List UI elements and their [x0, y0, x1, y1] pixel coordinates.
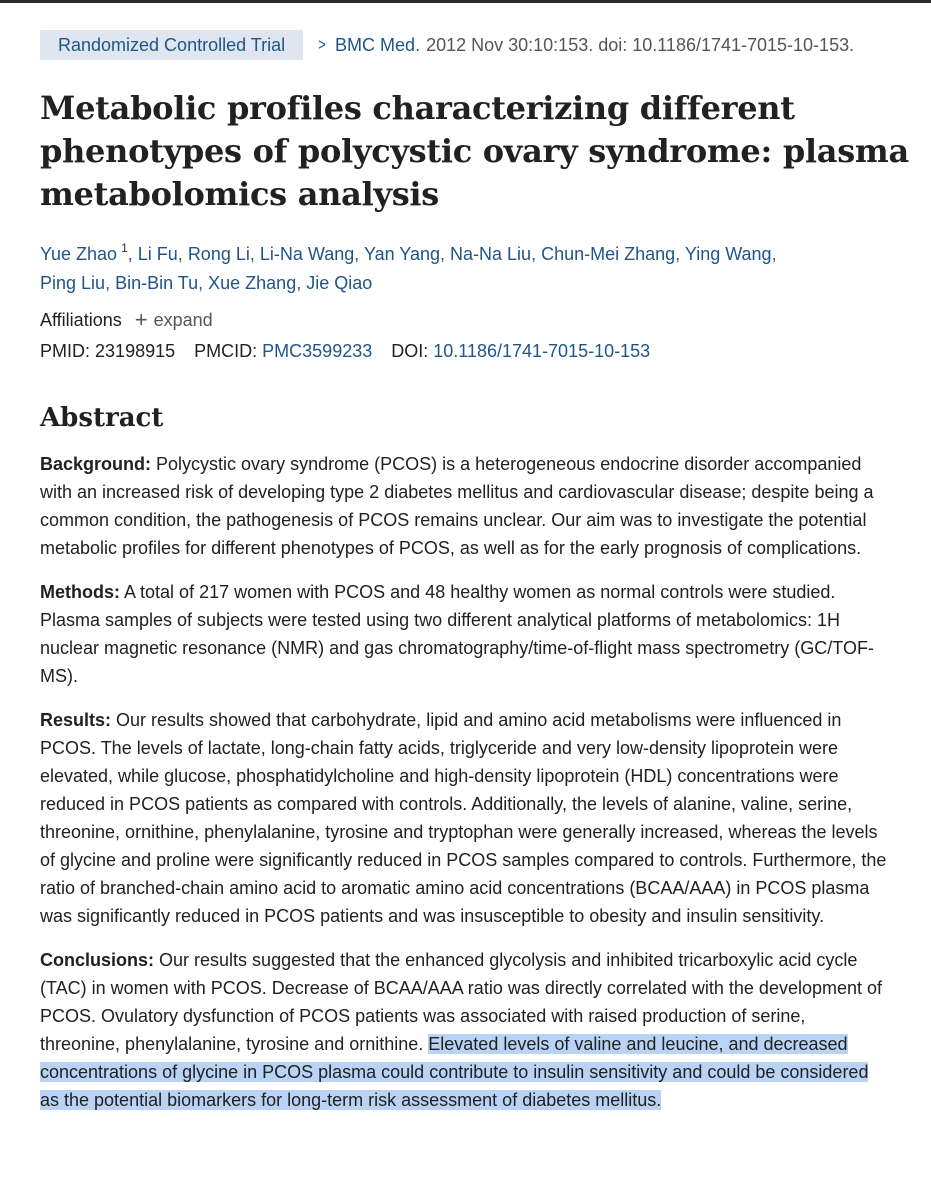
author-link[interactable]: Rong Li — [187, 244, 250, 264]
top-border — [0, 0, 931, 3]
expand-label: expand — [153, 310, 213, 330]
author-link[interactable]: Li-Na Wang — [259, 244, 355, 264]
abstract-background — [40, 450, 890, 562]
author-link[interactable]: Jie Qiao — [306, 273, 373, 293]
methods-label: Methods: — [40, 582, 120, 602]
pmcid-label: PMCID: — [194, 341, 258, 361]
author-link[interactable]: Bin-Bin Tu — [115, 273, 199, 293]
doi-link[interactable]: 10.1186/1741-7015-10-153 — [433, 341, 651, 361]
selected-text-highlight: Elevated levels of valine and leucine, and decreased concentrations of glycine in PCOS plasma could contribute to insulin sensitivity and could be considered as the potential biomarkers for long-term risk assessment of diabetes mellitus. — [40, 1034, 869, 1110]
author-list: Yue Zhao $^1$, Li Fu, Rong Li, Li-Na Wang, Yan Yang, Na-Na Liu, Chun-Mei Zhang, Ying Wang, Ping Liu, Bin-Bin Tu, Xue Zhang, Jie Qiao — [40, 241, 777, 293]
identifiers-row — [40, 338, 650, 364]
results-label: Results: — [40, 710, 112, 730]
affiliation-superscript[interactable]: 1 — [121, 241, 128, 255]
abstract-conclusions — [40, 946, 890, 1114]
author-link[interactable]: Na-Na Liu — [450, 244, 532, 264]
pmid-label: PMID: — [40, 341, 91, 361]
abstract-methods — [40, 578, 890, 690]
author-link[interactable]: Chun-Mei Zhang — [541, 244, 676, 264]
article-header — [40, 30, 920, 60]
results-text: Our results showed that carbohydrate, lipid and amino acid metabolisms were influenced in PCOS. The levels of lactate, long-chain fatty acids, triglyceride and very low-density lipoprotein were elevated, while glucose, phosphatidylcholine and high-density lipoprotein (HDL) concentrations were reduced in PCOS patients as compared with controls. Additionally, the levels of alanine, valine, serine, threonine, ornithine, phenylalanine, tyrosine and tryptophan were generally increased, whereas the levels of glycine and proline were significantly reduced in PCOS samples compared to controls. Furthermore, the ratio of branched-chain amino acid to aromatic amino acid concentrations (BCAA/AAA) in PCOS plasma was significantly reduced in PCOS patients and was insusceptible to obesity and insulin sensitivity. — [40, 710, 887, 926]
conclusions-text: Our results suggested that the enhanced glycolysis and inhibited tricarboxylic acid cycle (TAC) in women with PCOS. Decrease of BCAA/AAA ratio was directly correlated with the development of PCOS. Ovulatory dysfunction of PCOS patients was associated with raised production of serine, threonine, phenylalanine, tyrosine and ornithine. — [40, 950, 883, 1054]
author-link[interactable]: Ping Liu — [40, 273, 106, 293]
affiliations-expand-button[interactable] — [134, 307, 213, 332]
affiliations-label: Affiliations — [40, 310, 122, 330]
citation-text: 2012 Nov 30:10:153. doi: 10.1186/1741-7015-10-153. — [426, 34, 855, 55]
author-link[interactable]: Ying Wang — [684, 244, 772, 264]
chevron-right-icon: > — [318, 35, 326, 54]
author-link[interactable]: Li Fu — [137, 244, 178, 264]
author-link[interactable]: Xue Zhang — [208, 273, 297, 293]
author-link[interactable]: Yan Yang — [363, 244, 441, 264]
conclusions-label: Conclusions: — [40, 950, 155, 970]
doi-label: DOI: — [391, 341, 429, 361]
article-title: Metabolic profiles characterizing different phenotypes of polycystic ovary syndrome: plasma metabolomics analysis — [40, 89, 909, 213]
background-label: Background: — [40, 454, 152, 474]
methods-text: A total of 217 women with PCOS and 48 healthy women as normal controls were studied. Plasma samples of subjects were tested using two different analytical platforms of metabolomics: 1H nuclear magnetic resonance (NMR) and gas chromatography/time-of-flight mass spectrometry (GC/TOF-MS). — [40, 582, 874, 686]
background-text: Polycystic ovary syndrome (PCOS) is a heterogeneous endocrine disorder accompanied with an increased risk of developing type 2 diabetes mellitus and cardiovascular disease; despite being a common condition, the pathogenesis of PCOS remains unclear. Our aim was to investigate the potential metabolic profiles for different phenotypes of PCOS, as well as for the early prognosis of complications. — [40, 454, 874, 558]
abstract-heading: Abstract — [40, 403, 164, 433]
journal-link[interactable]: BMC Med. — [335, 34, 421, 55]
publication-type-badge[interactable]: Randomized Controlled Trial — [40, 30, 303, 60]
author-link[interactable]: Yue Zhao — [40, 244, 118, 264]
pmcid-link[interactable]: PMC3599233 — [262, 341, 373, 361]
plus-icon: + — [134, 307, 148, 332]
abstract-body — [40, 450, 890, 1130]
abstract-results — [40, 706, 890, 930]
affiliations-row — [40, 306, 213, 333]
pmid-value: 23198915 — [95, 341, 176, 361]
